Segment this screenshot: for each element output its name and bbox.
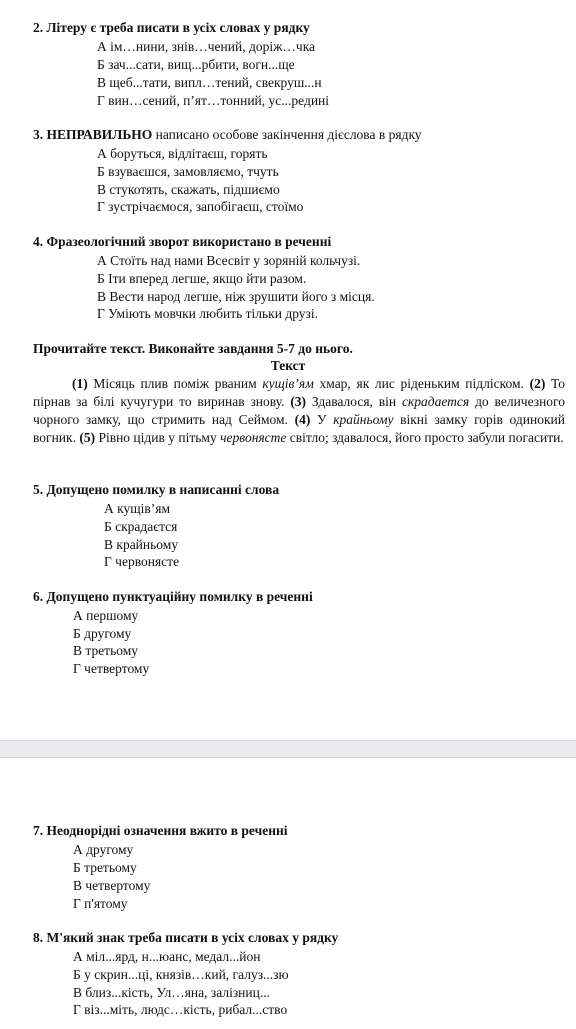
question-5-option-b: Б скрадаєтся — [104, 519, 178, 534]
question-7-option-b: Б третьому — [73, 860, 137, 875]
question-4-option-b: Б Іти вперед легше, якщо йти разом. — [97, 271, 307, 286]
question-4-title: 4. Фразеологічний зворот використано в реченні — [33, 234, 332, 249]
question-3-title — [33, 127, 422, 143]
sentence-1-italic-word: кущів’ям — [262, 376, 314, 391]
question-7-title: 7. Неоднорідні означення вжито в реченні — [33, 823, 288, 838]
sentence-5-part-a: Рівно цідив у пітьму — [95, 429, 221, 445]
sentence-3-number: (3) — [290, 393, 307, 409]
question-6-option-c: В третьому — [73, 643, 139, 658]
question-8-option-d: Г віз...міть, людс…кість, рибал...ство — [73, 1002, 288, 1017]
question-2-option-a: А ім…нини, знів…чений, доріж…чка — [97, 39, 316, 54]
sentence-3-part-a: Здавалося, він — [306, 393, 402, 409]
sentence-5-number: (5) — [79, 429, 96, 445]
sentence-4-part-a: У — [310, 411, 334, 427]
question-6-option-b: Б другому — [73, 626, 132, 641]
reading-instruction: Прочитайте текст. Виконайте завдання 5-7 до нього. — [33, 341, 353, 356]
question-2-title: 2. Літеру є треба писати в усіх словах у рядку — [33, 20, 310, 35]
sentence-3-part-b: до величезного чорного замку, що стримить над Сеймом. — [33, 393, 565, 427]
sentence-4-italic-word: крайньому — [333, 411, 394, 427]
question-3-title-emphasis: 3. НЕПРАВИЛЬНО — [33, 127, 153, 142]
question-6-option-d: Г четвертому — [73, 661, 150, 676]
question-2-option-c: В щеб...тати, випл…тений, свекруш...н — [97, 75, 322, 90]
sentence-5-part-b: світло; здавалося, його просто забули погасити. — [286, 429, 564, 445]
question-8-option-c: В близ...кість, Ул…яна, залізниц... — [73, 985, 270, 1000]
question-5-option-a: А кущів’ям — [104, 501, 171, 516]
question-2-option-b: Б зач...сати, вищ...рбити, вогн...ще — [97, 57, 295, 72]
question-3-option-c: В стукотять, скажать, підшиємо — [97, 182, 280, 197]
question-7-option-d: Г п'ятому — [73, 896, 128, 911]
reading-text-title: Текст — [270, 358, 306, 373]
question-6-option-a: А першому — [73, 608, 139, 623]
question-2-option-d: Г вин…сений, п’ят…тонний, ус...редині — [97, 93, 330, 108]
sentence-4-part-b: вікні замку горів одинокий вогник. — [33, 411, 565, 445]
sentence-1-part-a: Місяць плив поміж рваним — [87, 376, 263, 391]
question-3-title-rest: написано особове закінчення дієслова в рядку — [152, 127, 422, 142]
sentence-5-italic-word: червоняcте — [220, 429, 287, 445]
reading-passage — [33, 375, 565, 447]
question-3-option-d: Г зустрічаємося, запобігаєш, стоїмо — [97, 199, 304, 214]
question-5-option-c: В крайньому — [104, 537, 179, 552]
question-3-option-a: А боруться, відлітаєш, горять — [97, 146, 268, 161]
question-8-option-b: Б у скрин...ці, князів…кий, галуз...зю — [73, 967, 289, 982]
sentence-1-number: (1) — [72, 376, 88, 391]
question-4-option-d: Г Уміють мовчки любить тільки друзі. — [97, 306, 318, 321]
question-8-title: 8. М'який знак треба писати в усіх словах у рядку — [33, 930, 339, 945]
question-7-option-c: В четвертому — [73, 878, 151, 893]
sentence-2: То пірнав за білі кучугури то виринав знову. — [33, 376, 566, 409]
sentence-3-italic-word: скрадается — [401, 393, 470, 409]
question-3-option-b: Б взуваєшся, замовляємо, тчуть — [97, 164, 279, 179]
page-separator — [0, 740, 576, 758]
question-4-option-c: В Вести народ легше, ніж зрушити його з місця. — [97, 289, 375, 304]
question-8-option-a: А міл...ярд, н...юанс, медал...йон — [73, 949, 261, 964]
sentence-1-part-b: хмар, як лис ріденьким підліском. — [313, 376, 530, 391]
question-5-title: 5. Допущено помилку в написанні слова — [33, 482, 280, 497]
question-6-title: 6. Допущено пунктуаційну помилку в реченні — [33, 589, 313, 604]
question-5-option-d: Г червоняcте — [104, 554, 180, 569]
question-4-option-a: А Стоїть над нами Всесвіт у зоряній кольчузі. — [97, 253, 361, 268]
sentence-4-number: (4) — [294, 411, 311, 427]
question-7-option-a: А другому — [73, 842, 134, 857]
document-page-2 — [0, 758, 576, 1029]
sentence-2-number: (2) — [529, 376, 546, 391]
